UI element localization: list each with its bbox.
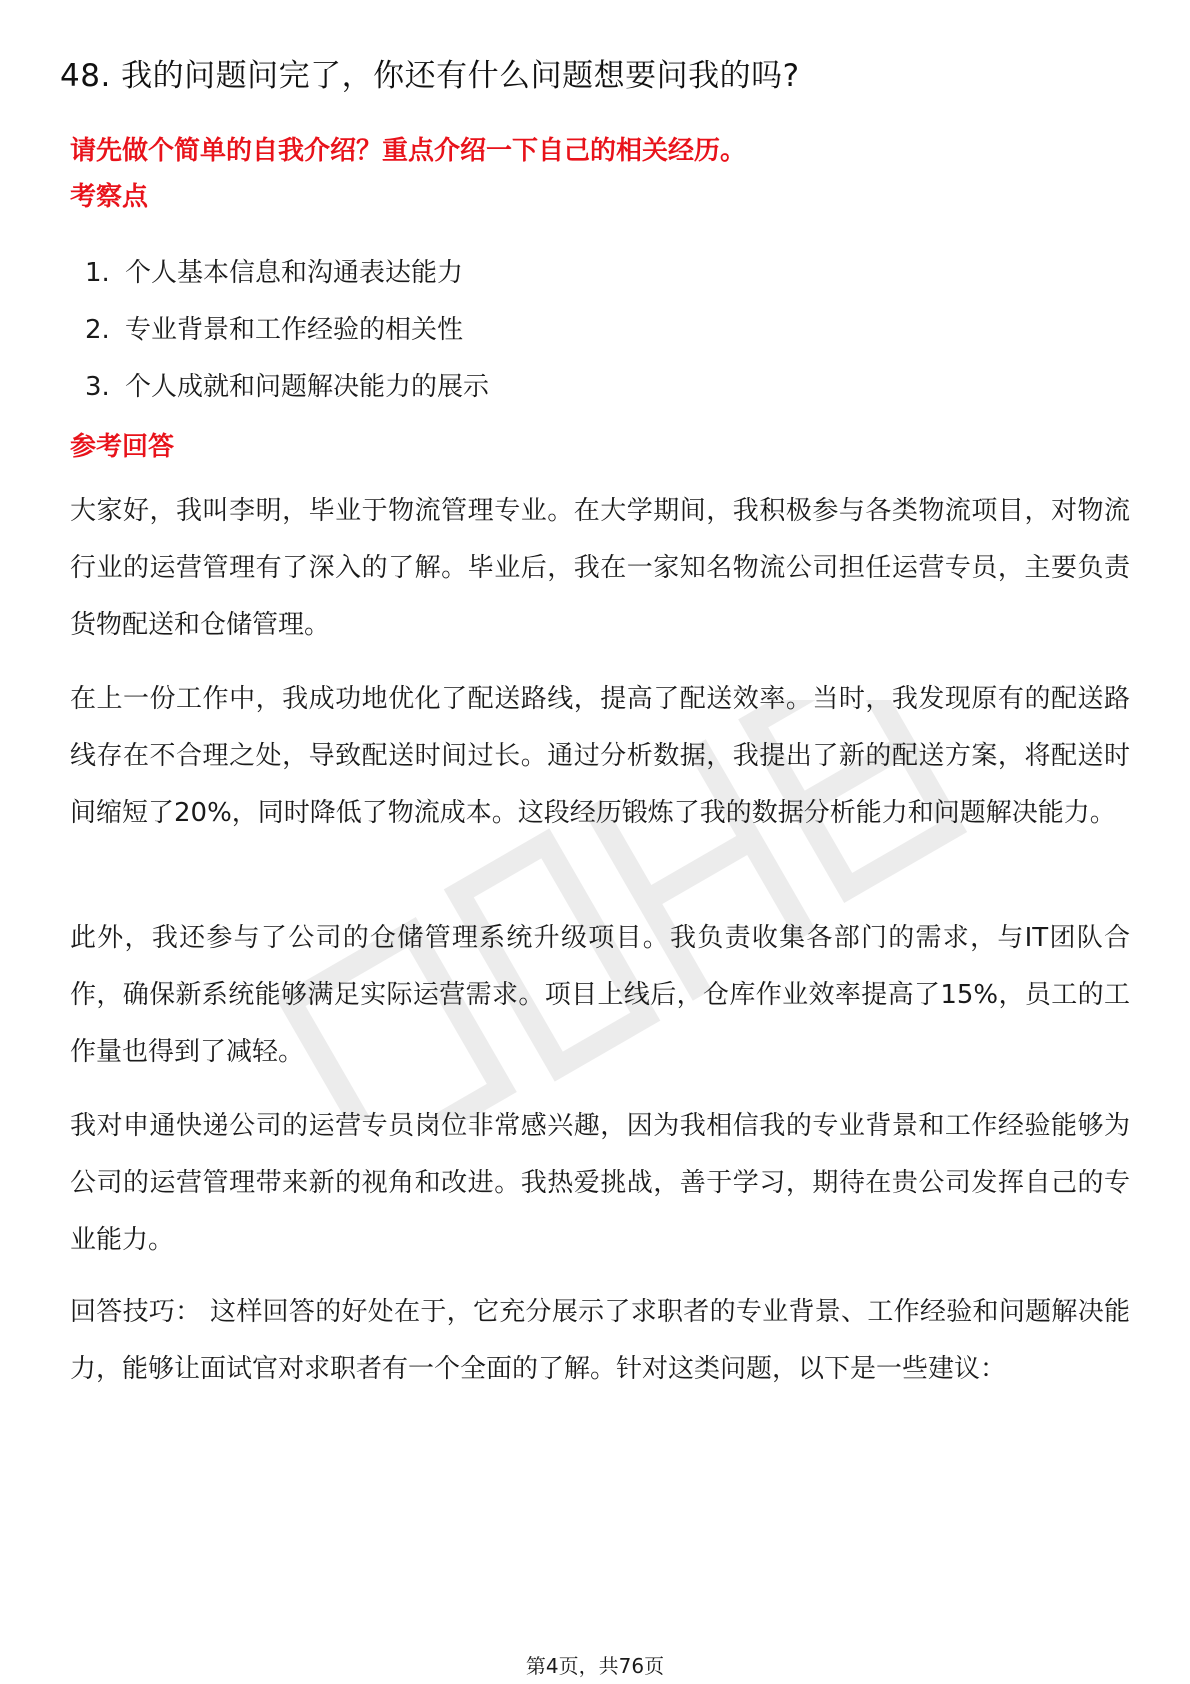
list-item-text: 专业背景和工作经验的相关性	[125, 315, 464, 345]
list-item-text: 个人成就和问题解决能力的展示	[125, 372, 490, 402]
answer-paragraph-2: 在上一份工作中，我成功地优化了配送路线，提高了配送效率。当时，我发现原有的配送路线存在不合理之处，导致配送时间过长。通过分析数据，我提出了新的配送方案，将配送时间缩短了20%，同时降低了物流成本。这段经历锻炼了我的数据分析能力和问题解决能力。	[70, 684, 1130, 828]
interview-question: 请先做个简单的自我介绍？重点介绍一下自己的相关经历。	[70, 136, 747, 166]
page-footer: 第4页，共76页	[525, 1654, 665, 1678]
list-item-number: 2.	[85, 315, 110, 345]
question-title: 48. 我的问题问完了，你还有什么问题想要问我的吗?	[60, 58, 800, 94]
list-item-text: 个人基本信息和沟通表达能力	[125, 258, 464, 288]
list-item-number: 3.	[85, 372, 110, 402]
list-item	[85, 260, 489, 317]
list-item	[85, 374, 489, 431]
answer-paragraph-1: 大家好，我叫李明，毕业于物流管理专业。在大学期间，我积极参与各类物流项目，对物流行业的运营管理有了深入的了解。毕业后，我在一家知名物流公司担任运营专员，主要负责货物配送和仓储管理。	[70, 496, 1130, 640]
answer-heading: 参考回答	[70, 432, 175, 462]
list-item-number: 1.	[85, 258, 110, 288]
answer-paragraph-3: 此外，我还参与了公司的仓储管理系统升级项目。我负责收集各部门的需求，与IT团队合作，确保新系统能够满足实际运营需求。项目上线后，仓库作业效率提高了15%，员工的工作量也得到了减轻。	[70, 923, 1130, 1067]
assessment-list	[85, 260, 489, 431]
answer-tips-paragraph: 回答技巧： 这样回答的好处在于，它充分展示了求职者的专业背景、工作经验和问题解决能力，能够让面试官对求职者有一个全面的了解。针对这类问题，以下是一些建议：	[70, 1297, 1130, 1384]
assessment-heading: 考察点	[70, 182, 149, 212]
answer-paragraph-4: 我对申通快递公司的运营专员岗位非常感兴趣，因为我相信我的专业背景和工作经验能够为公司的运营管理带来新的视角和改进。我热爱挑战，善于学习，期待在贵公司发挥自己的专业能力。	[70, 1111, 1130, 1255]
list-item	[85, 317, 489, 374]
